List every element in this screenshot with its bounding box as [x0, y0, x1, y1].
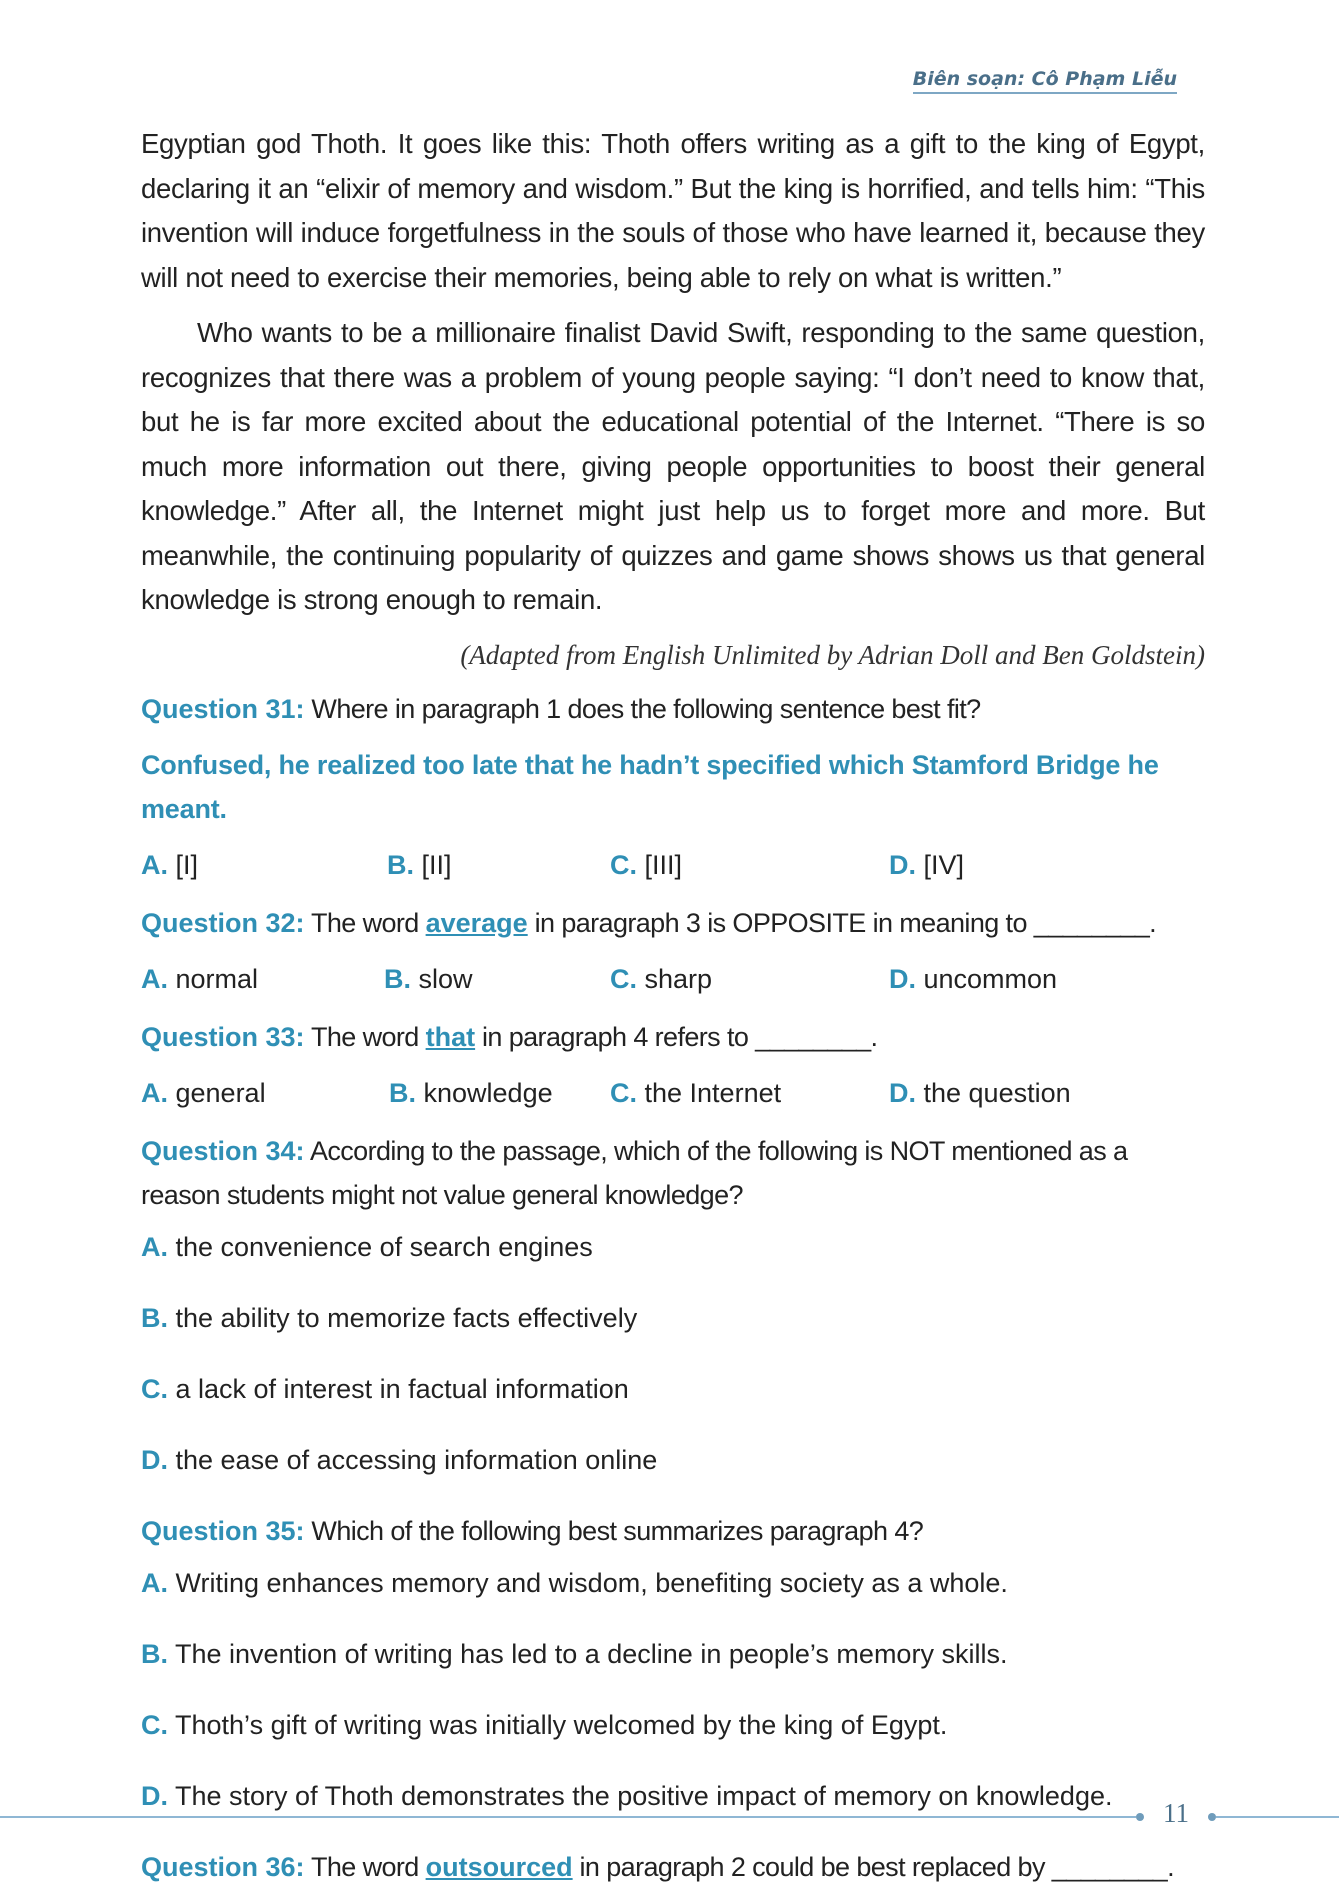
option-text: a lack of interest in factual information [168, 1373, 629, 1404]
question-31-highlight-sentence: Confused, he realized too late that he hadn’t specified which Stamford Bridge he meant. [141, 749, 1159, 824]
question-35-option-b[interactable] [141, 1632, 1205, 1676]
passage-source: (Adapted from English Unlimited by Adrian Doll and Ben Goldstein) [460, 639, 1205, 670]
option-text: general [168, 1077, 266, 1108]
option-a[interactable] [141, 957, 258, 1001]
option-d[interactable] [889, 843, 964, 887]
question-32-options [141, 957, 1205, 1001]
option-b[interactable] [389, 1071, 553, 1115]
question-34-option-d[interactable] [141, 1438, 1205, 1482]
option-text: uncommon [916, 963, 1058, 994]
question-31-options [141, 843, 1205, 887]
option-letter: D. [889, 1077, 916, 1108]
option-letter: B. [384, 963, 411, 994]
question-36 [141, 1845, 1205, 1889]
question-35-text: Which of the following best summarizes paragraph 4? [304, 1515, 924, 1546]
option-letter: C. [141, 1373, 168, 1404]
question-32-text-pre: The word [304, 907, 426, 938]
question-33-keyword: that [425, 1021, 476, 1052]
option-text: [I] [168, 849, 199, 880]
question-34-option-a[interactable] [141, 1225, 1205, 1269]
question-36-text-post: in paragraph 2 could be best replaced by ________. [572, 1851, 1174, 1882]
option-text: knowledge [416, 1077, 553, 1108]
option-text: [III] [637, 849, 683, 880]
option-letter: A. [141, 963, 168, 994]
question-36-text-pre: The word [304, 1851, 426, 1882]
option-text: Writing enhances memory and wisdom, benefiting society as a whole. [168, 1567, 1008, 1598]
question-35-option-a[interactable] [141, 1561, 1205, 1605]
question-33-text-pre: The word [304, 1021, 426, 1052]
page-content [141, 122, 1205, 1889]
option-c[interactable] [610, 843, 682, 887]
question-32-label: Question 32: [141, 907, 305, 938]
question-32 [141, 901, 1205, 945]
option-text: Thoth’s gift of writing was initially welcomed by the king of Egypt. [168, 1709, 948, 1740]
option-letter: C. [610, 963, 637, 994]
option-c[interactable] [610, 1071, 781, 1115]
question-35 [141, 1509, 1205, 1553]
option-letter: C. [141, 1709, 168, 1740]
question-34-label: Question 34: [141, 1135, 305, 1166]
option-letter: A. [141, 1231, 168, 1262]
option-letter: D. [141, 1780, 168, 1811]
option-text: slow [411, 963, 473, 994]
option-letter: A. [141, 1567, 168, 1598]
option-a[interactable] [141, 1071, 266, 1115]
footer-divider-right [1216, 1816, 1339, 1818]
option-text: the Internet [637, 1077, 782, 1108]
passage-paragraph-1: Egyptian god Thoth. It goes like this: Thoth offers writing as a gift to the king of Egypt, declaring it an “elixir of memory and wisdom.” But the king is horrified, and tells him: “This invention will induce forgetfulness in the souls of those who have learned it, because they will not need to exercise their memories, being able to rely on what is written.” [141, 128, 1205, 293]
option-text: the ability to memorize facts effectively [168, 1302, 638, 1333]
question-32-text-post: in paragraph 3 is OPPOSITE in meaning to ________. [527, 907, 1157, 938]
question-34-option-c[interactable] [141, 1367, 1205, 1411]
question-34-option-b[interactable] [141, 1296, 1205, 1340]
question-33-text-post: in paragraph 4 refers to ________. [475, 1021, 878, 1052]
question-31-label: Question 31: [141, 693, 305, 724]
option-letter: B. [387, 849, 414, 880]
question-34 [141, 1129, 1205, 1217]
option-text: the question [916, 1077, 1071, 1108]
footer-dot-left [1136, 1813, 1144, 1821]
question-35-option-d[interactable] [141, 1774, 1205, 1818]
footer-divider-left [0, 1816, 1136, 1818]
passage-paragraph-2: Who wants to be a millionaire finalist David Swift, responding to the same question, recognizes that there was a problem of young people saying: “I don’t need to know that, but he is far more excited about the educational potential of the Internet. “There is so much more information out there, giving people opportunities to boost their general knowledge.” After all, the Internet might just help us to forget more and more. But meanwhile, the continuing popularity of quizzes and game shows shows us that general knowledge is strong enough to remain. [141, 317, 1205, 615]
question-36-keyword: outsourced [425, 1851, 573, 1882]
option-letter: A. [141, 849, 168, 880]
option-letter: D. [889, 963, 916, 994]
option-letter: D. [141, 1444, 168, 1475]
option-letter: C. [610, 849, 637, 880]
option-text: [II] [414, 849, 452, 880]
question-33-label: Question 33: [141, 1021, 305, 1052]
question-35-label: Question 35: [141, 1515, 305, 1546]
option-letter: D. [889, 849, 916, 880]
question-34-text: According to the passage, which of the following is NOT mentioned as a reason students might not value general knowledge? [141, 1135, 1128, 1210]
option-b[interactable] [384, 957, 473, 1001]
option-text: [IV] [916, 849, 965, 880]
option-letter: C. [610, 1077, 637, 1108]
option-text: the convenience of search engines [168, 1231, 593, 1262]
option-letter: B. [389, 1077, 416, 1108]
page-number: 11 [1163, 1798, 1189, 1828]
question-31-text: Where in paragraph 1 does the following sentence best fit? [304, 693, 981, 724]
option-c[interactable] [610, 957, 712, 1001]
option-text: The story of Thoth demonstrates the positive impact of memory on knowledge. [168, 1780, 1113, 1811]
question-35-option-c[interactable] [141, 1703, 1205, 1747]
option-d[interactable] [889, 1071, 1071, 1115]
option-text: sharp [637, 963, 713, 994]
option-text: the ease of accessing information online [168, 1444, 658, 1475]
option-letter: B. [141, 1638, 168, 1669]
question-32-keyword: average [425, 907, 528, 938]
option-letter: A. [141, 1077, 168, 1108]
question-33 [141, 1015, 1205, 1059]
option-text: The invention of writing has led to a decline in people’s memory skills. [168, 1638, 1008, 1669]
question-33-options [141, 1071, 1205, 1115]
footer-dot-right [1208, 1813, 1216, 1821]
question-36-label: Question 36: [141, 1851, 305, 1882]
option-letter: B. [141, 1302, 168, 1333]
option-b[interactable] [387, 843, 452, 887]
question-31 [141, 687, 1205, 731]
option-a[interactable] [141, 843, 198, 887]
option-text: normal [168, 963, 259, 994]
option-d[interactable] [889, 957, 1057, 1001]
author-header: Biên soạn: Cô Phạm Liễu [913, 68, 1177, 94]
